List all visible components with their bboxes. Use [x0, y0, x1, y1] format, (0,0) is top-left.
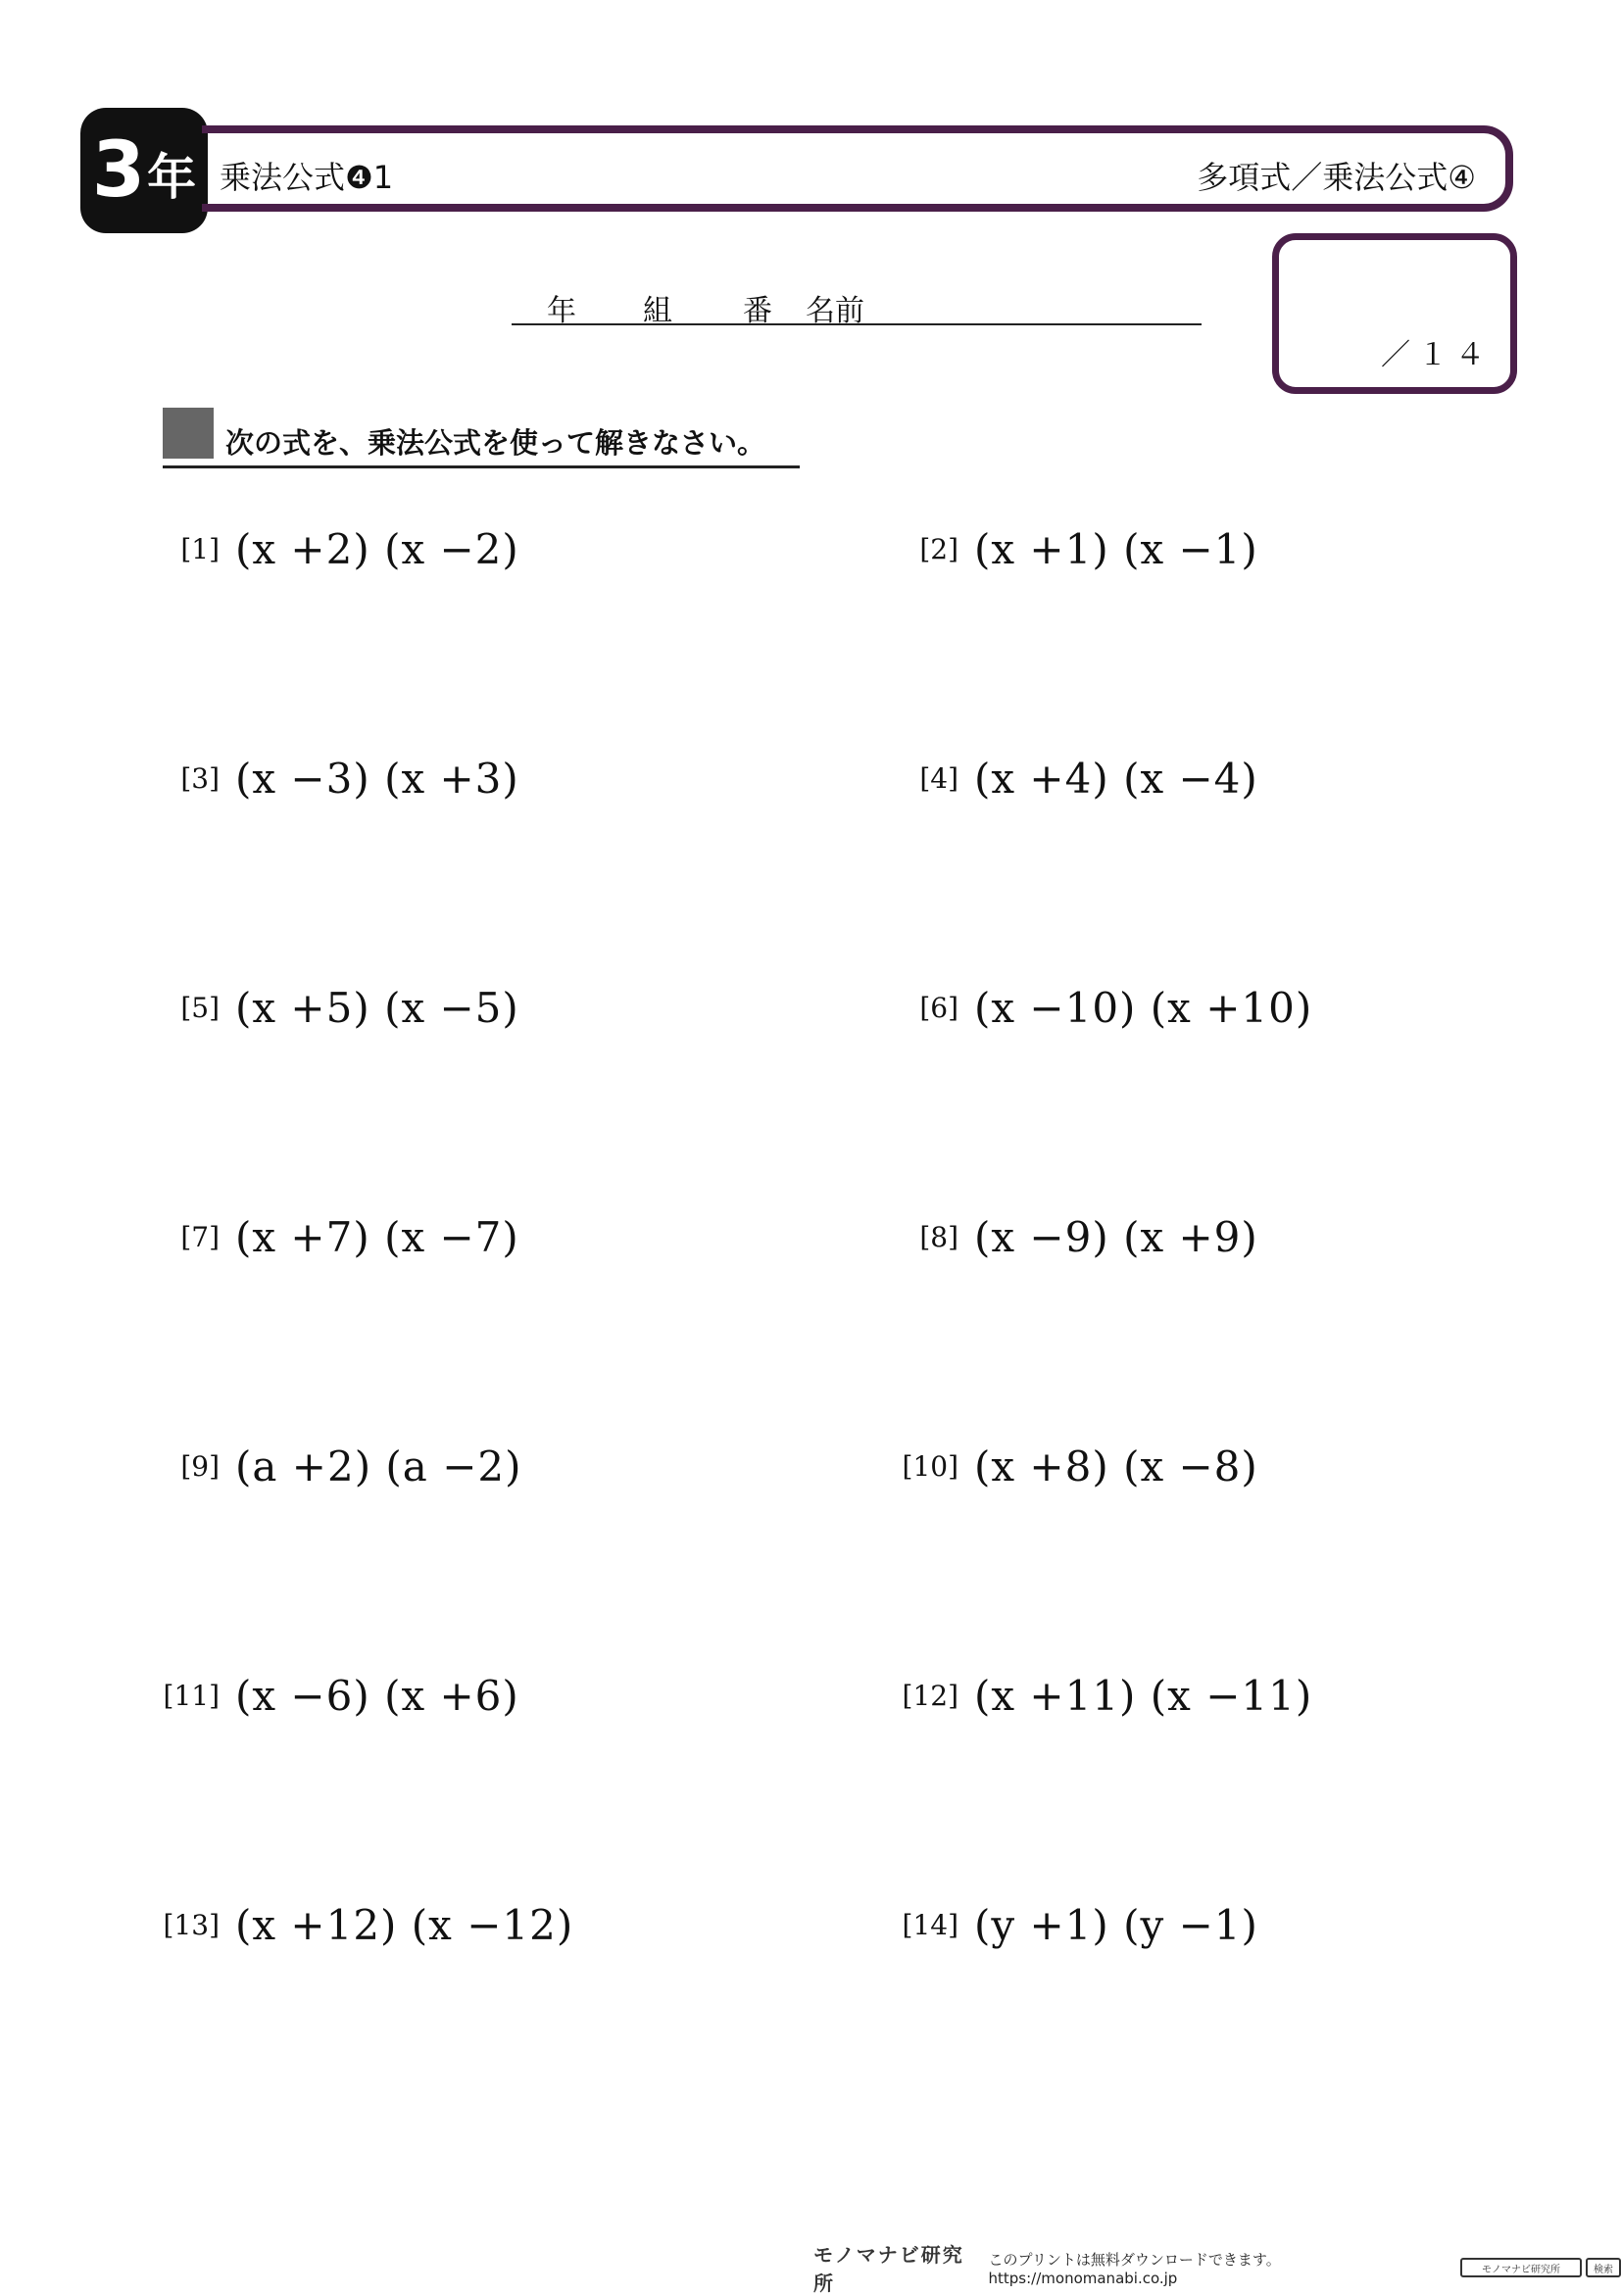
problem-number: [13]: [163, 1908, 220, 1941]
student-name-line[interactable]: [512, 284, 1202, 328]
problem-number: [4]: [919, 761, 958, 795]
problem-2: [888, 519, 1258, 578]
problem-expression: (x −10) (x +10): [974, 983, 1313, 1032]
problem-11: [149, 1666, 519, 1725]
problem-expression: (x +4) (x −4): [974, 754, 1258, 803]
number-label: 番: [743, 294, 772, 328]
problem-expression: (x +12) (x −12): [235, 1900, 574, 1949]
problem-expression: (x −3) (x +3): [235, 754, 519, 803]
footer-note: このプリントは無料ダウンロードできます。https://monomanabi.co.jp: [988, 2250, 1281, 2287]
problem-number: [7]: [180, 1220, 220, 1253]
problem-expression: (a +2) (a −2): [235, 1441, 522, 1490]
problem-7: [149, 1207, 519, 1266]
footer-search-button: 検索: [1586, 2258, 1621, 2277]
grade-number: 3: [91, 126, 146, 215]
problem-expression: (x +5) (x −5): [235, 983, 519, 1032]
worksheet-topic: 多項式／乗法公式④: [1197, 159, 1476, 196]
problem-expression: (x +11) (x −11): [974, 1671, 1313, 1720]
problem-number: [12]: [902, 1679, 958, 1712]
instruction-text: 次の式を、乗法公式を使って解きなさい。: [163, 421, 800, 468]
footer: [813, 2243, 1621, 2295]
problem-9: [149, 1437, 522, 1495]
problem-13: [149, 1895, 573, 1954]
problem-number: [10]: [902, 1449, 958, 1483]
problem-number: [14]: [902, 1908, 958, 1941]
problem-expression: (x −6) (x +6): [235, 1671, 519, 1720]
problem-5: [149, 978, 519, 1037]
footer-search: [1460, 2258, 1621, 2277]
score-box[interactable]: [1272, 233, 1517, 394]
problem-number: [2]: [919, 532, 958, 565]
problem-expression: (x +8) (x −8): [974, 1441, 1258, 1490]
problem-number: [5]: [180, 991, 220, 1024]
problem-12: [888, 1666, 1312, 1725]
problem-1: [149, 519, 519, 578]
header-bar: [202, 125, 1513, 212]
problem-8: [888, 1207, 1258, 1266]
problem-number: [1]: [180, 532, 220, 565]
problem-4: [888, 749, 1258, 807]
problem-10: [888, 1437, 1258, 1495]
name-label: 名前: [806, 294, 864, 328]
problem-3: [149, 749, 519, 807]
problem-number: [3]: [180, 761, 220, 795]
problem-number: [9]: [180, 1449, 220, 1483]
problem-6: [888, 978, 1312, 1037]
problem-expression: (y +1) (y −1): [974, 1900, 1258, 1949]
problem-expression: (x +2) (x −2): [235, 524, 519, 573]
problem-expression: (x +1) (x −1): [974, 524, 1258, 573]
score-total: ／１４: [1381, 338, 1493, 372]
footer-logo: モノマナビ研究所: [813, 2243, 964, 2295]
problem-number: [11]: [163, 1679, 220, 1712]
problem-14: [888, 1895, 1258, 1954]
problem-expression: (x +7) (x −7): [235, 1212, 519, 1261]
grade-suffix: 年: [147, 149, 197, 206]
grade-badge: [80, 108, 208, 233]
worksheet-title: 乗法公式❹1: [220, 159, 394, 196]
problem-number: [6]: [919, 991, 958, 1024]
year-label: 年: [547, 294, 576, 328]
class-label: 組: [643, 294, 672, 328]
footer-search-input: モノマナビ研究所: [1460, 2258, 1582, 2277]
problem-number: [8]: [919, 1220, 958, 1253]
problem-expression: (x −9) (x +9): [974, 1212, 1258, 1261]
